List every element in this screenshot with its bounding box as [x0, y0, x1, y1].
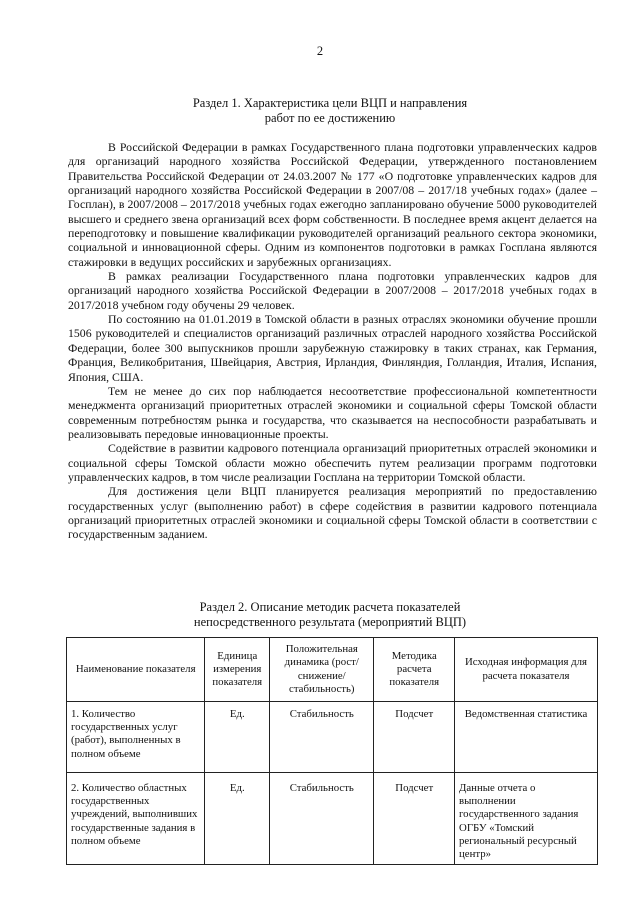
header-indicator-name: Наименование показателя [67, 638, 205, 702]
paragraph: В рамках реализации Государственного плана подготовки управленческих кадров для организаций народного хозяйства Российской Федерации в 2007/2008 – 2017/2018 учебных годах в 2017/2018 учебном году обучены 29 человек. [68, 269, 597, 312]
table-row [67, 773, 598, 865]
table-header-row [67, 638, 598, 702]
indicators-table [66, 637, 598, 865]
paragraph: В Российской Федерации в рамках Государственного плана подготовки управленческих кадров для организаций народного хозяйства Российской Федерации, утвержденного постановлением Правительства Российской Федерации от 24.03.2007 № 177 «О подготовке управленческих кадров для организаций народного хозяйства Российской Федерации в 2007/08 – 2017/18 учебных годах» (далее – Госплан), в 2007/2008 – 2017/2018 учебных годах ежегодно запланировано обучение 5000 руководителей высшего и среднего звена организаций всех форм собственности. В последнее время акцент делается на переподготовку и повышение квалификации руководителей организаций реального сектора экономики, социальной и инновационной сферы. Одним из компонентов подготовки в рамках Госплана являются стажировки в ведущих российских и зарубежных организациях. [68, 140, 597, 269]
cell-dynamics: Стабильность [270, 702, 374, 773]
table-row [67, 702, 598, 773]
cell-unit: Ед. [205, 773, 270, 865]
section1-title-line1: Раздел 1. Характеристика цели ВЦП и направления [192, 96, 468, 110]
cell-method: Подсчет [374, 702, 455, 773]
page-number: 2 [316, 44, 324, 58]
section1-body [68, 140, 597, 542]
paragraph: Тем не менее до сих пор наблюдается несоответствие профессиональной компетентности менеджмента организаций приоритетных отраслей экономики и социальной сферы Томской области современным потребностям рынка и государства, что сказывается на неспособности разрабатывать и реализовывать передовые инновационные проекты. [68, 383, 597, 441]
cell-indicator-name: 2. Количество областных государственных учреждений, выполнивших государственные задания в полном объеме [67, 773, 205, 865]
section2-title-line1: Раздел 2. Описание методик расчета показателей [199, 600, 461, 614]
header-unit: Единица измерения показателя [205, 638, 270, 702]
section1-title-line2: работ по ее достижению [264, 111, 396, 125]
paragraph: Содействие в развитии кадрового потенциала организаций приоритетных отраслей экономики и социальной сферы Томской области можно обеспечить путем реализации программ подготовки управленческих кадров, в том числе реализации Госплана на территории Томской области. [68, 441, 597, 484]
cell-source: Данные отчета о выполнении государственного задания ОГБУ «Томский региональный ресурсный центр» [455, 773, 598, 865]
paragraph: По состоянию на 01.01.2019 в Томской области в разных отраслях экономики обучение прошли 1506 руководителей и специалистов организаций различных отраслей народного хозяйства Российской Федерации, более 300 выпускников прошли зарубежную стажировку в таких странах, как Германия, Франция, Великобритания, Швейцария, Австрия, Ирландия, Финляндия, Голландия, Италия, Испания, Япония, США. [68, 312, 597, 384]
section1-heading [60, 96, 600, 126]
header-dynamics: Положительная динамика (рост/снижение/ стабильность) [270, 638, 374, 702]
section2-title-line2: непосредственного результата (мероприятий ВЦП) [193, 615, 467, 629]
paragraph: Для достижения цели ВЦП планируется реализация мероприятий по предоставлению государственных услуг (выполнению работ) в сфере содействия в развитии кадрового потенциала организаций приоритетных отраслей экономики и социальной сферы Томской области в соответствии с государственным заданием. [68, 484, 597, 542]
header-method: Методика расчета показателя [374, 638, 455, 702]
cell-source: Ведомственная статистика [455, 702, 598, 773]
section2-heading [60, 600, 600, 630]
cell-indicator-name: 1. Количество государственных услуг (работ), выполненных в полном объеме [67, 702, 205, 773]
cell-dynamics: Стабильность [270, 773, 374, 865]
header-source: Исходная информация для расчета показателя [455, 638, 598, 702]
cell-unit: Ед. [205, 702, 270, 773]
cell-method: Подсчет [374, 773, 455, 865]
